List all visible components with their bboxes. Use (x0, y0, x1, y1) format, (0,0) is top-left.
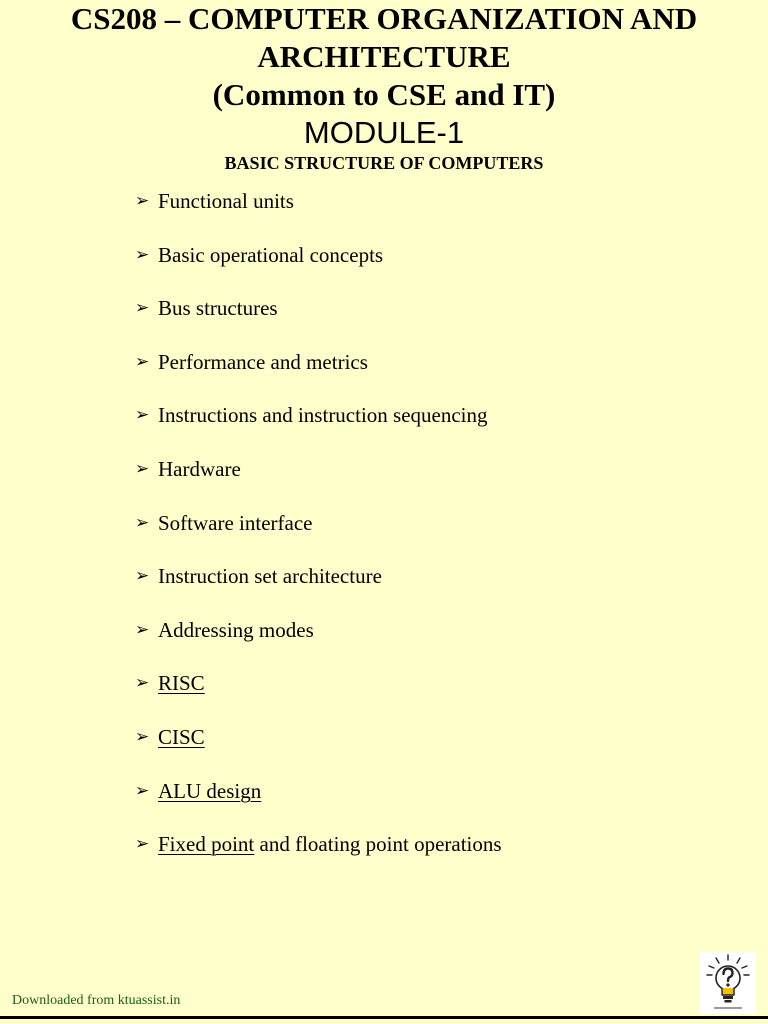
topic-item (135, 563, 502, 617)
topic-label: Bus structures (158, 296, 278, 321)
topic-link-fixed-point[interactable]: Fixed point (158, 832, 255, 857)
topic-label-rest: and floating point operations (254, 832, 502, 857)
arrow-bullet-icon: ➢ (135, 298, 150, 319)
topic-item (135, 295, 502, 349)
topic-item (135, 831, 502, 885)
topic-link-risc[interactable]: RISC (158, 671, 205, 696)
topic-item (135, 402, 502, 456)
ktuassist-logo-icon (700, 952, 756, 1014)
topic-label: Addressing modes (158, 617, 314, 642)
arrow-bullet-icon: ➢ (135, 673, 150, 694)
topic-label: Performance and metrics (158, 349, 368, 374)
topic-item (135, 510, 502, 564)
course-title-line-2: ARCHITECTURE (257, 39, 511, 74)
topic-item (135, 617, 502, 671)
course-title-line-1: CS208 – COMPUTER ORGANIZATION AND (70, 1, 698, 36)
arrow-bullet-icon: ➢ (135, 512, 150, 533)
arrow-bullet-icon: ➢ (135, 405, 150, 426)
topic-item (135, 349, 502, 403)
arrow-bullet-icon: ➢ (135, 458, 150, 479)
topic-label: Hardware (158, 456, 241, 481)
topic-label (158, 831, 502, 857)
arrow-bullet-icon: ➢ (135, 244, 150, 265)
arrow-bullet-icon: ➢ (135, 191, 150, 211)
module-heading: MODULE-1 (303, 115, 465, 150)
topic-item (135, 670, 502, 724)
bottom-divider (0, 1016, 768, 1019)
topic-link-cisc[interactable]: CISC (158, 724, 205, 749)
arrow-bullet-icon: ➢ (135, 566, 150, 587)
topic-item (135, 242, 502, 296)
arrow-bullet-icon: ➢ (135, 619, 150, 640)
topic-label: Instruction set architecture (158, 564, 382, 589)
arrow-bullet-icon: ➢ (135, 834, 150, 855)
topic-label: Basic operational concepts (158, 242, 384, 267)
course-title-line-3: (Common to CSE and IT) (212, 77, 556, 112)
topic-item (135, 778, 502, 832)
topic-item (135, 456, 502, 510)
arrow-bullet-icon: ➢ (135, 351, 150, 372)
document-header (0, 0, 768, 174)
download-source-text: Downloaded from ktuassist.in (12, 993, 181, 1008)
topic-list (135, 188, 502, 885)
arrow-bullet-icon: ➢ (135, 780, 150, 801)
arrow-bullet-icon: ➢ (135, 726, 150, 747)
section-subtitle: BASIC STRUCTURE OF COMPUTERS (224, 153, 544, 173)
ktuassist-logo-graphic (700, 952, 756, 1014)
topic-label: Software interface (158, 510, 313, 535)
topic-item (135, 188, 502, 242)
topic-label: Instructions and instruction sequencing (158, 403, 488, 428)
topic-label: Functional units (158, 189, 294, 213)
topic-item (135, 724, 502, 778)
topic-link-alu-design[interactable]: ALU design (158, 778, 262, 803)
